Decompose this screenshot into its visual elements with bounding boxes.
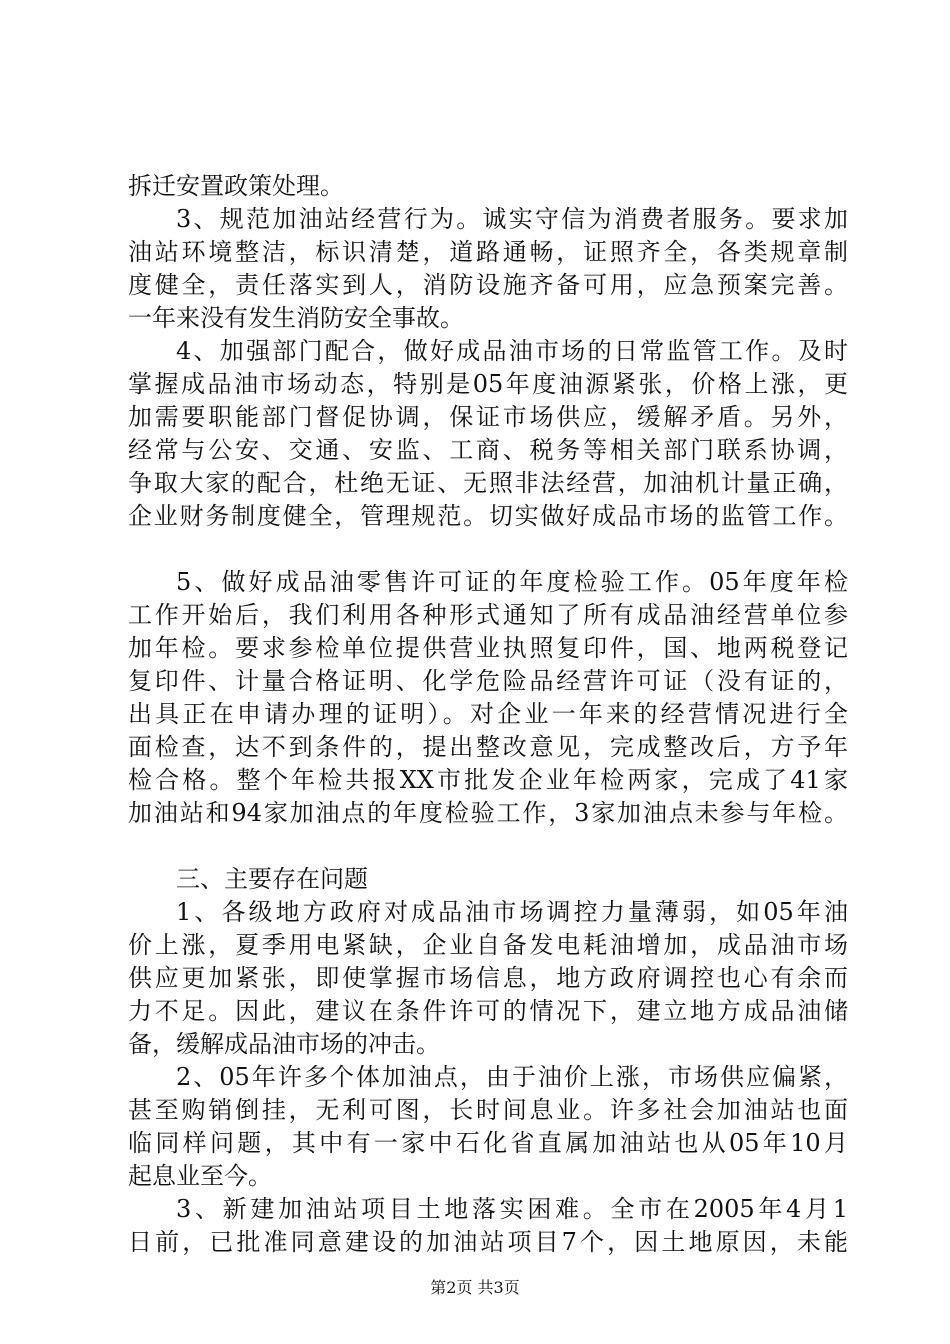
text-line: 甚至购销倒挂，无利可图，长时间息业。许多社会加油站也面 — [128, 1096, 848, 1124]
text-line: 加需要职能部门督促协调，保证市场供应，缓解矛盾。另外， — [128, 403, 848, 431]
text-line: 起息业至今。 — [128, 1162, 272, 1190]
text-line: 工作开始后，我们利用各种形式通知了所有成品油经营单位参 — [128, 601, 848, 629]
page-footer: 第2页 共3页 — [430, 1278, 520, 1297]
text-line: 5、做好成品油零售许可证的年度检验工作。05年度年检 — [176, 568, 848, 596]
text-line: 出具正在申请办理的证明）。对企业一年来的经营情况进行全 — [128, 700, 848, 728]
document-body — [128, 170, 848, 1259]
text-line: 检合格。整个年检共报XX市批发企业年检两家，完成了41家 — [128, 766, 848, 794]
text-line: 度健全，责任落实到人，消防设施齐备可用，应急预案完善。 — [128, 271, 848, 299]
text-line: 供应更加紧张，即使掌握市场信息，地方政府调控也心有余而 — [128, 964, 848, 992]
text-line: 加年检。要求参检单位提供营业执照复印件，国、地两税登记 — [128, 634, 848, 662]
text-line: 加油站和94家加油点的年度检验工作，3家加油点未参与年检。 — [128, 799, 848, 827]
text-line: 1、各级地方政府对成品油市场调控力量薄弱，如05年油 — [176, 898, 848, 926]
paragraph-gap — [128, 533, 848, 566]
text-line: 争取大家的配合，杜绝无证、无照非法经营，加油机计量正确， — [128, 469, 848, 497]
text-line: 2、05年许多个体加油点，由于油价上涨，市场供应偏紧， — [176, 1063, 848, 1091]
text-line: 拆迁安置政策处理。 — [128, 172, 344, 200]
text-line: 油站环境整洁，标识清楚，道路通畅，证照齐全，各类规章制 — [128, 238, 848, 266]
text-line: 一年来没有发生消防安全事故。 — [128, 304, 464, 332]
text-line: 4、加强部门配合，做好成品油市场的日常监管工作。及时 — [176, 337, 848, 365]
text-line: 临同样问题，其中有一家中石化省直属加油站也从05年10月 — [128, 1129, 848, 1157]
text-line: 面检查，达不到条件的，提出整改意见，完成整改后，方予年 — [128, 733, 848, 761]
text-line: 力不足。因此，建议在条件许可的情况下，建立地方成品油储 — [128, 997, 848, 1025]
text-line: 价上涨，夏季用电紧缺，企业自备发电耗油增加，成品油市场 — [128, 931, 848, 959]
text-line: 备，缓解成品油市场的冲击。 — [128, 1030, 440, 1058]
text-line: 经常与公安、交通、安监、工商、税务等相关部门联系协调， — [128, 436, 848, 464]
paragraph-gap — [128, 830, 848, 863]
text-line: 掌握成品油市场动态，特别是05年度油源紧张，价格上涨，更 — [128, 370, 848, 398]
text-line: 3、新建加油站项目土地落实困难。全市在2005年4月1 — [176, 1195, 848, 1223]
text-line: 3、规范加油站经营行为。诚实守信为消费者服务。要求加 — [176, 205, 848, 233]
text-line: 企业财务制度健全，管理规范。切实做好成品市场的监管工作。 — [128, 502, 848, 530]
text-line: 日前，已批准同意建设的加油站项目7个，因土地原因，未能 — [128, 1228, 848, 1256]
text-line: 复印件、计量合格证明、化学危险品经营许可证（没有证的， — [128, 667, 848, 695]
text-line: 三、主要存在问题 — [176, 865, 368, 893]
